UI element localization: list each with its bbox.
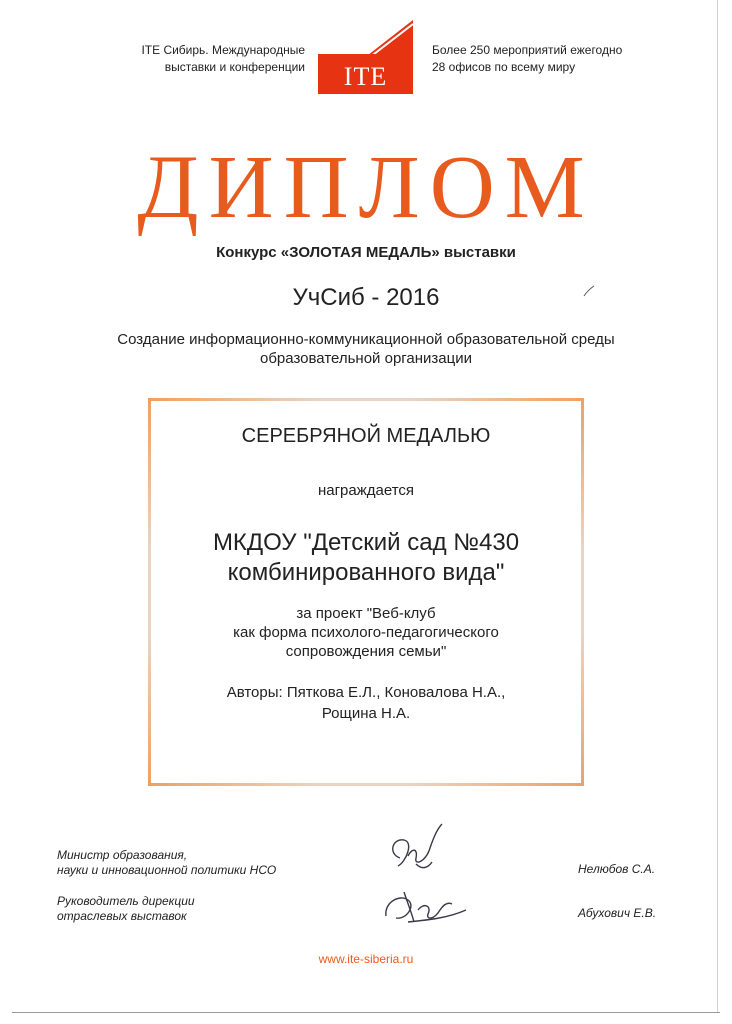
- header-right-line1: Более 250 мероприятий ежегодно: [432, 43, 623, 57]
- authors: [0, 682, 732, 724]
- ite-logo: [318, 20, 413, 94]
- nomination-line2: образовательной организации: [260, 350, 472, 367]
- award-frame: [148, 398, 584, 786]
- recipient-line1: МКДОУ "Детский сад №430: [212, 529, 520, 556]
- frame-left-edge: [148, 398, 151, 786]
- frame-right-edge: [581, 398, 584, 786]
- signatory-role-director: [57, 894, 317, 924]
- project-line2: как форма психолого-педагогического: [233, 624, 499, 641]
- recipient-line2: комбинированного вида": [227, 559, 505, 586]
- pen-mark-icon: [582, 284, 596, 298]
- role2-line2: отраслевых выставок: [57, 909, 187, 923]
- role1-line1: Министр образования,: [57, 848, 188, 862]
- awarded-text: награждается: [317, 482, 415, 499]
- signatory-role-minister: [57, 848, 317, 878]
- role1-line2: науки и инновационной политики НСО: [57, 863, 277, 877]
- header-left-line2: выставки и конференции: [164, 60, 305, 74]
- frame-top-edge: [148, 398, 584, 401]
- signature-minister: [378, 818, 458, 882]
- ite-logo-text: ITE: [343, 62, 388, 91]
- frame-bottom-edge: [148, 783, 584, 786]
- medal-type: СЕРЕБРЯНОЙ МЕДАЛЬЮ: [241, 425, 491, 447]
- contest-name: Конкурс «ЗОЛОТАЯ МЕДАЛЬ» выставки: [216, 244, 516, 261]
- authors-line2: Рощина Н.А.: [321, 705, 411, 722]
- authors-line1: Авторы: Пяткова Е.Л., Коновалова Н.А.,: [226, 684, 506, 701]
- header-left-line1: ITE Сибирь. Международные: [141, 43, 305, 57]
- header-right-text: [432, 42, 672, 76]
- header-right-line2: 28 офисов по всему миру: [432, 60, 576, 74]
- project-line3: сопровождения семьи": [285, 643, 447, 660]
- signer-name-minister: Нелюбов С.А.: [578, 862, 656, 876]
- role2-line1: Руководитель дирекции: [57, 894, 195, 908]
- diploma-title: ДИПЛОМ: [137, 138, 595, 237]
- nomination-text: [60, 330, 672, 368]
- signer-name-director: Абухович Е.В.: [578, 906, 657, 920]
- header-left-text: [70, 42, 305, 76]
- project-description: [0, 604, 732, 661]
- event-name: УчСиб - 2016: [292, 284, 440, 311]
- project-line1: за проект "Веб-клуб: [296, 605, 436, 622]
- recipient-name: [0, 528, 732, 588]
- page-bottom-line: [12, 1012, 720, 1013]
- signature-director: [378, 880, 470, 930]
- website-link[interactable]: www.ite-siberia.ru: [318, 952, 414, 966]
- nomination-line1: Создание информационно-коммуникационной образовательной среды: [117, 331, 615, 348]
